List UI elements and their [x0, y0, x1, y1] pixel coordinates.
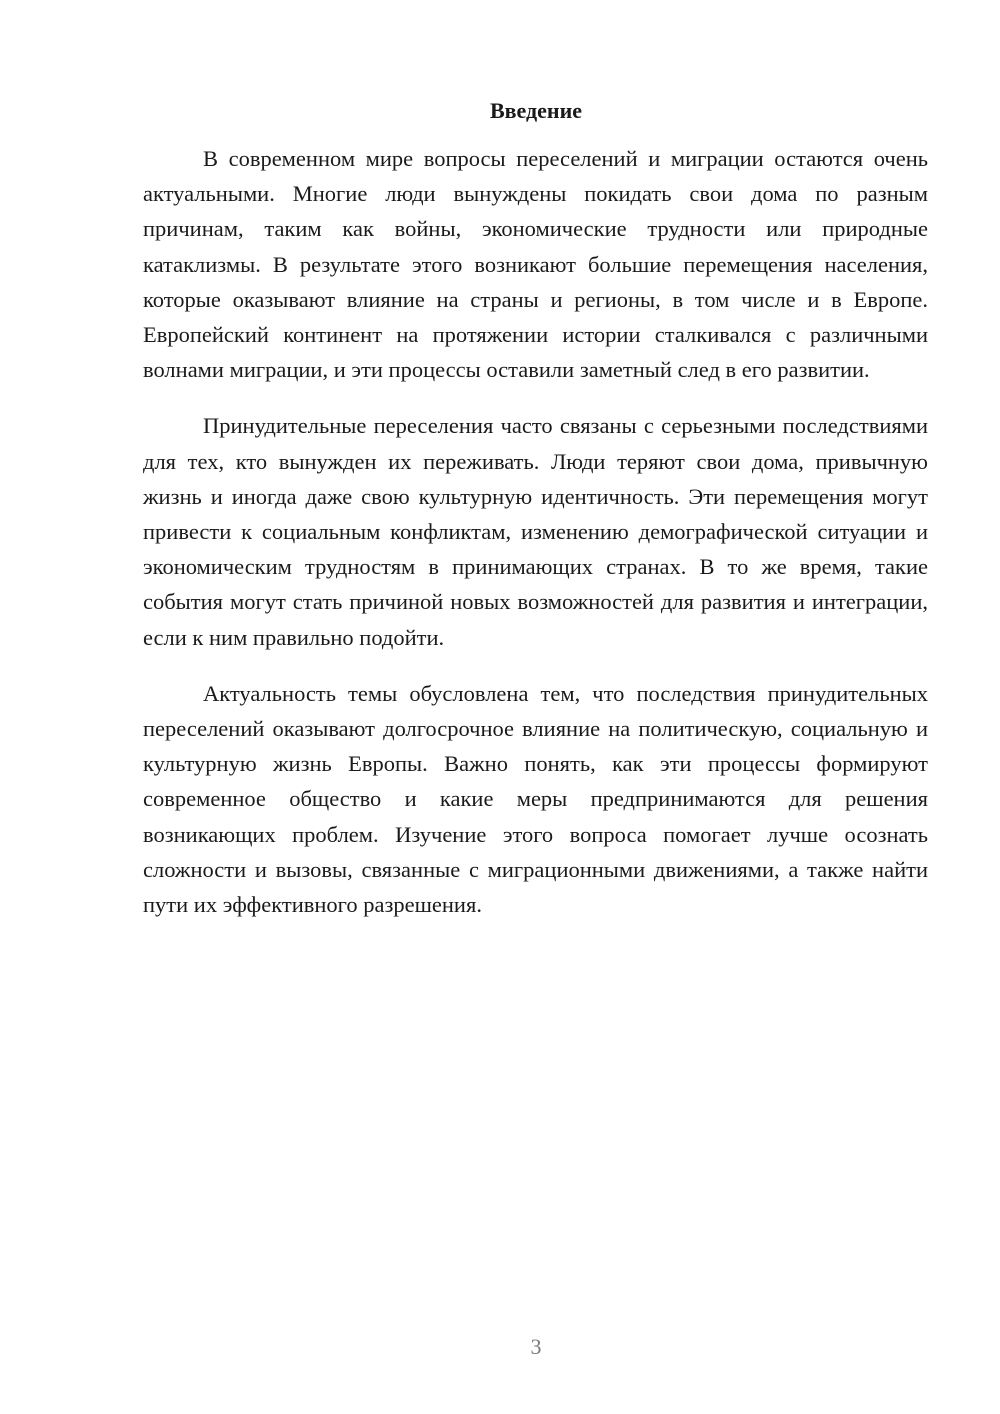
body-text — [143, 141, 928, 922]
page-title: Введение — [489, 98, 583, 123]
paragraph: В современном мире вопросы переселений и миграции остаются очень актуальными. Многие люди вынуждены покидать свои дома по разным причинам, таким как войны, экономические трудности или природные катаклизмы. В результате этого возникают большие перемещения населения, которые оказывают влияние на страны и регионы, в том числе и в Европе. Европейский континент на протяжении истории сталкивался с различными волнами миграции, и эти процессы оставили заметный след в его развитии. — [143, 146, 928, 383]
page-number: 3 — [530, 1334, 542, 1359]
paragraph: Принудительные переселения часто связаны с серьезными последствиями для тех, кто вынужден их переживать. Люди теряют свои дома, привычную жизнь и иногда даже свою культурную идентичность. Эти перемещения могут привести к социальным конфликтам, изменению демографической ситуации и экономическим трудностям в принимающих странах. В то же время, такие события могут стать причиной новых возможностей для развития и интеграции, если к ним правильно подойти. — [143, 413, 928, 650]
paragraph: Актуальность темы обусловлена тем, что последствия принудительных переселений оказывают долгосрочное влияние на политическую, социальную и культурную жизнь Европы. Важно понять, как эти процессы формируют современное общество и какие меры предпринимаются для решения возникающих проблем. Изучение этого вопроса помогает лучше осознать сложности и вызовы, связанные с миграционными движениями, а также найти пути их эффективного разрешения. — [143, 680, 928, 918]
